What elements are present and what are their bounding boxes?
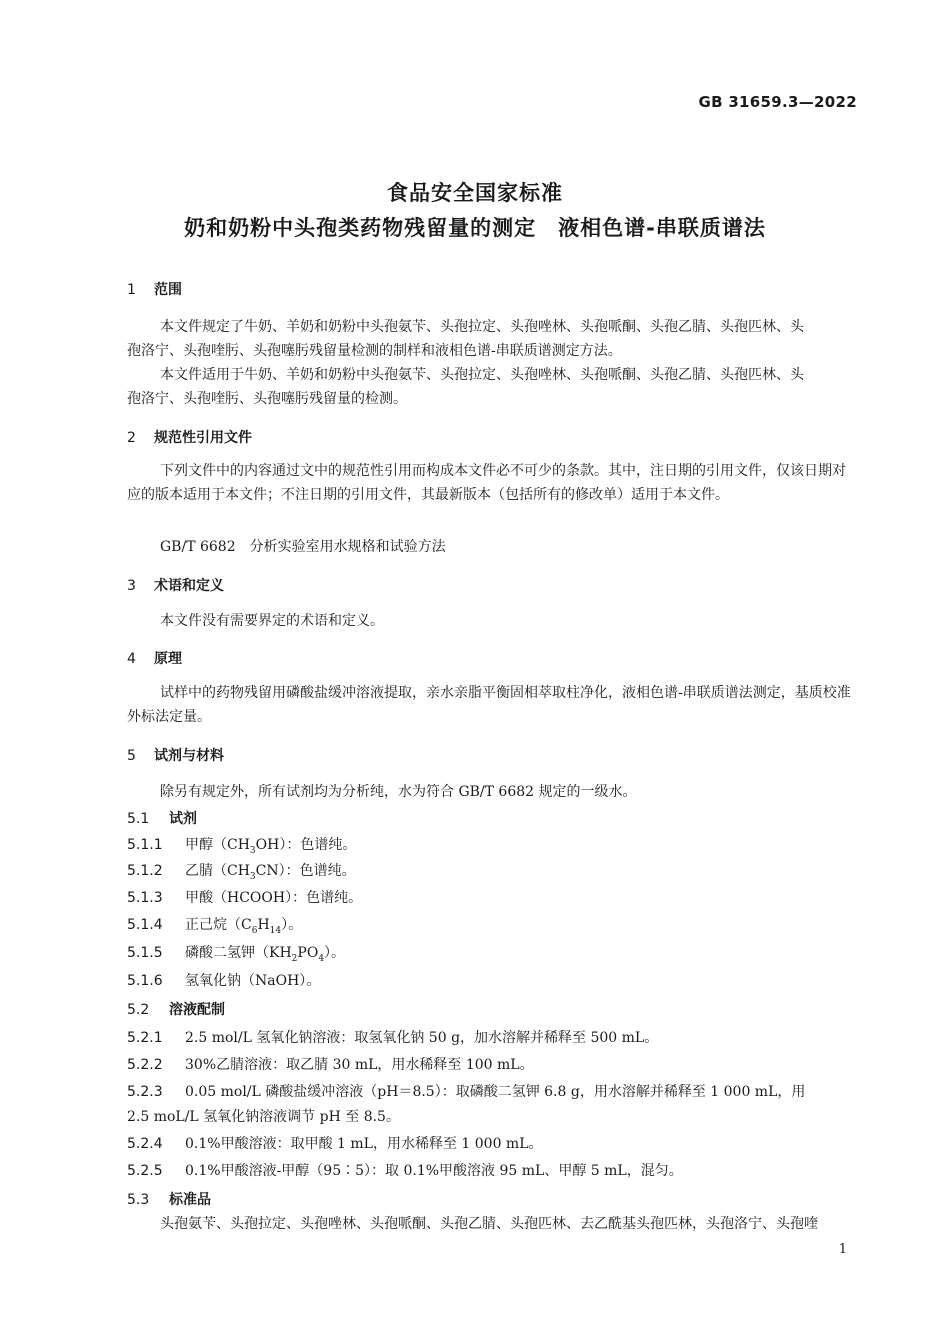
section-1-para2-line1: 本文件适用于牛奶、羊奶和奶粉中头孢氨苄、头孢拉定、头孢唑林、头孢哌酮、头孢乙腈、头孢匹林、头 [160,367,804,383]
item-text: 2.5 mol/L 氢氧化钠溶液：取氢氧化钠 50 g，加水溶解并稀释至 500 mL。 [185,1030,659,1046]
subscript: 4 [318,953,325,964]
item-number: 5.1.3 [127,890,163,906]
section-3-heading [127,575,224,595]
section-number: 4 [127,651,136,667]
item-number: 5.1.1 [127,837,163,853]
section-2-para: 下列文件中的内容通过文中的规范性引用而构成本文件必不可少的条款。其中，注日期的引用文件，仅该日期对应的版本适用于本文件；不注日期的引用文件，其最新版本（包括所有的修改单）适用于本文件。 [127,463,846,503]
reagent-item [127,834,356,856]
item-text: 0.1%甲酸溶液-甲醇（95∶5）：取 0.1%甲酸溶液 95 mL、甲醇 5 mL，混匀。 [185,1163,683,1179]
subscript: 3 [249,845,256,856]
item-number: 5.2.2 [127,1057,163,1073]
subscript: 2 [291,953,298,964]
reagent-item [127,970,320,990]
section-number: 2 [127,430,136,446]
subsection-title: 溶液配制 [169,1002,225,1018]
document-title-line2: 奶和奶粉中头孢类药物残留量的测定 液相色谱-串联质谱法 [184,216,766,240]
reagent-item [127,887,362,907]
subscript: 14 [269,925,282,936]
subsection-title: 标准品 [169,1192,211,1208]
reagent-item [127,860,356,882]
item-text: 甲酸（HCOOH）：色谱纯。 [185,890,363,906]
section-1-heading [127,279,182,299]
section-2-heading [127,427,252,447]
item-text: 正己烷（C [185,917,252,933]
item-text: OH）：色谱纯。 [255,837,357,853]
subsection-5-1-heading [127,808,197,828]
section-5-3-para: 头孢氨苄、头孢拉定、头孢唑林、头孢哌酮、头孢乙腈、头孢匹林、去乙酰基头孢匹林，头孢洛宁、头孢喹 [160,1216,818,1232]
subscript: 6 [251,925,258,936]
item-number: 5.1.2 [127,863,163,879]
item-number: 5.1.4 [127,917,163,933]
subsection-number: 5.3 [127,1192,150,1208]
item-text: 磷酸二氢钾（KH [185,945,292,961]
item-number: 5.1.5 [127,945,163,961]
section-title: 范围 [154,282,182,298]
item-text: 0.1%甲酸溶液：取甲酸 1 mL，用水稀释至 1 000 mL。 [185,1136,543,1152]
subsection-5-2-heading [127,999,225,1019]
item-number: 5.1.6 [127,973,163,989]
item-text: 乙腈（CH [185,863,250,879]
section-1-para2-line2: 孢洛宁、头孢喹肟、头孢噻肟残留量的检测。 [127,391,407,407]
solution-item [127,1054,534,1074]
normative-reference: GB/T 6682 分析实验室用水规格和试验方法 [160,539,446,555]
subsection-number: 5.2 [127,1002,150,1018]
item-text: 0.05 mol/L 磷酸盐缓冲溶液（pH＝8.5）：取磷酸二氢钾 6.8 g，用水溶解并稀释至 1 000 mL，用 [185,1084,806,1100]
section-number: 1 [127,282,136,298]
item-text: 甲醇（CH [185,837,250,853]
section-5-para: 除另有规定外，所有试剂均为分析纯，水为符合 GB/T 6682 规定的一级水。 [160,784,637,800]
item-number: 5.2.4 [127,1136,163,1152]
section-title: 规范性引用文件 [154,430,252,446]
section-4-para: 试样中的药物残留用磷酸盐缓冲溶液提取，亲水亲脂平衡固相萃取柱净化，液相色谱-串联质谱法测定，基质校准外标法定量。 [127,685,851,725]
item-text: CN）：色谱纯。 [255,863,356,879]
section-title: 原理 [154,651,182,667]
item-text: H [257,917,270,933]
solution-item-continuation: 2.5 moL/L 氢氧化钠溶液调节 pH 至 8.5。 [127,1109,400,1125]
item-number: 5.2.1 [127,1030,163,1046]
item-text: ）。 [281,917,303,933]
item-text: 30%乙腈溶液：取乙腈 30 mL，用水稀释至 100 mL。 [185,1057,534,1073]
section-1-para1-line1: 本文件规定了牛奶、羊奶和奶粉中头孢氨苄、头孢拉定、头孢唑林、头孢哌酮、头孢乙腈、头孢匹林、头 [160,319,804,335]
item-text: PO [297,945,319,961]
item-number: 5.2.5 [127,1163,163,1179]
section-number: 3 [127,578,136,594]
section-title: 试剂与材料 [154,748,224,764]
item-number: 5.2.3 [127,1084,163,1100]
item-text: 氢氧化钠（NaOH）。 [185,973,321,989]
solution-item [127,1027,658,1047]
solution-item [127,1160,683,1180]
section-3-para: 本文件没有需要界定的术语和定义。 [160,613,384,629]
subscript: 3 [249,871,256,882]
item-text: ）。 [324,945,346,961]
reagent-item [127,914,302,936]
section-number: 5 [127,748,136,764]
section-5-heading [127,745,224,765]
section-1-para1-line2: 孢洛宁、头孢喹肟、头孢噻肟残留量检测的制样和液相色谱-串联质谱测定方法。 [127,343,622,359]
document-title-line1: 食品安全国家标准 [387,181,563,205]
solution-item [127,1081,805,1101]
subsection-5-3-heading [127,1189,211,1209]
subsection-title: 试剂 [169,811,197,827]
page-number: 1 [838,1242,847,1257]
solution-item [127,1133,543,1153]
section-4-heading [127,648,182,668]
reagent-item [127,942,345,964]
standard-number: GB 31659.3—2022 [698,93,857,111]
subsection-number: 5.1 [127,811,150,827]
section-title: 术语和定义 [154,578,224,594]
